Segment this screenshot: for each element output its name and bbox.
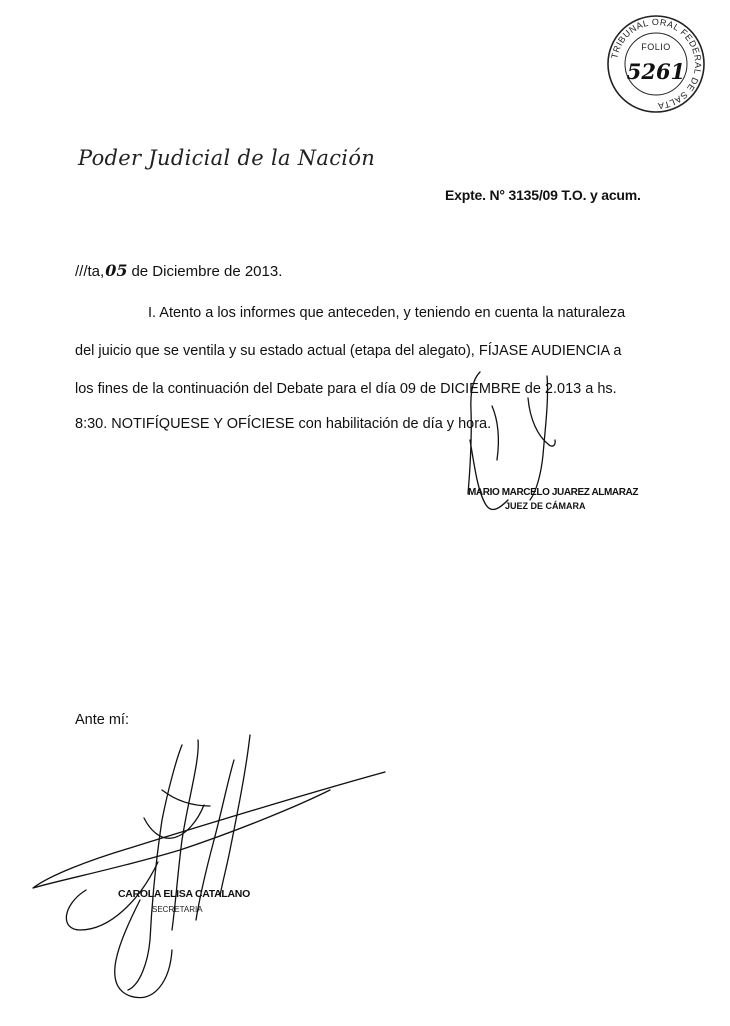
date-rest: de Diciembre de 2013. xyxy=(131,263,283,280)
seal-folio-number: 5261 xyxy=(626,59,686,84)
secretary-signature-stroke-8 xyxy=(162,790,210,806)
body-line-4: 8:30. NOTIFÍQUESE Y OFÍCIESE con habilitación de día y hora. xyxy=(75,416,492,432)
body-line-1: I. Atento a los informes que anteceden, y teniendo en cuenta la naturaleza xyxy=(148,305,626,321)
date-line xyxy=(75,261,282,280)
body-line-2: del juicio que se ventila y su estado actual (etapa del alegato), FÍJASE AUDIENCIA a xyxy=(75,343,622,359)
body-line-3: los fines de la continuación del Debate para el día 09 de DICIEMBRE de 2.013 a hs. xyxy=(75,381,617,397)
secretary-name-stamp: CAROLA ELISA CATALANO xyxy=(118,888,250,900)
seal-folio-label: FOLIO xyxy=(641,42,671,52)
secretary-signature-stroke-2 xyxy=(172,740,198,930)
judge-signature-stroke-4 xyxy=(470,440,508,509)
tribunal-folio-seal xyxy=(606,14,706,114)
date-prefix: ///ta, xyxy=(75,263,105,280)
ante-mi-label: Ante mí: xyxy=(75,712,129,728)
seal-ring-text: TRIBUNAL ORAL FEDERAL DE SALTA xyxy=(609,16,704,112)
secretary-signature-stroke-4 xyxy=(220,735,250,896)
judge-signature-stroke-5 xyxy=(492,406,498,460)
letterhead-title: Poder Judicial de la Nación xyxy=(78,146,376,170)
secretary-signature-stroke-1 xyxy=(128,745,182,990)
secretary-signature-stroke-5 xyxy=(144,805,204,838)
judge-name-stamp: MARIO MARCELO JUAREZ ALMARAZ xyxy=(468,487,639,498)
case-number: Expte. N° 3135/09 T.O. y acum. xyxy=(445,187,641,203)
secretary-signature-loop xyxy=(33,772,385,888)
secretary-title-stamp: SECRETARIA xyxy=(152,905,203,914)
date-day-handwritten: 05 xyxy=(105,261,128,280)
secretary-signature-stroke-7 xyxy=(115,900,172,998)
judge-title-stamp: JUEZ DE CÁMARA xyxy=(505,501,586,511)
